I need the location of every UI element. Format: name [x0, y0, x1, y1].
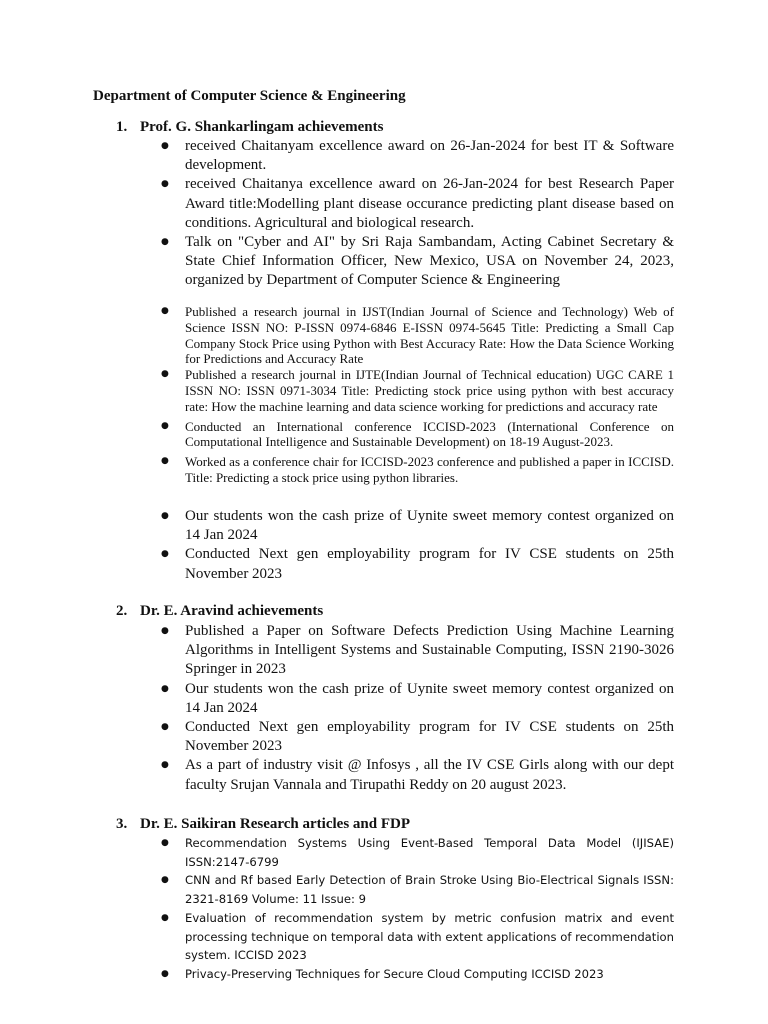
- section-1-title: [116, 118, 383, 137]
- list-item: ● Evaluation of recommendation system by metric confusion matrix and event processing technique on temporal data with extent applications of recommendation system. ICCISD 2023: [160, 909, 674, 965]
- list-item: ● received Chaitanya excellence award on 26-Jan-2024 for best Research Paper Award title:Modelling plant disease occurance predicting plant disease based on conditions. Agricultural and biological research.: [160, 175, 674, 233]
- section-1-list-c: [160, 507, 674, 584]
- section-3-title: [116, 815, 410, 834]
- list-item: ● Published a research journal in IJST(Indian Journal of Science and Technology) Web of Science ISSN NO: P-ISSN 0974-6846 E-ISSN 0974-5645 Title: Predicting a Small Cap Company Stock Price using Python with Best Accuracy Rate: How the Data Science Working for Predictions and Accuracy Rate: [160, 304, 674, 367]
- section-2-title: [116, 602, 323, 621]
- section-3-title-text: Dr. E. Saikiran Research articles and FDP: [140, 816, 410, 832]
- list-item: ● Recommendation Systems Using Event-Based Temporal Data Model (IJISAE) ISSN:2147-6799: [160, 834, 674, 871]
- section-2-list: [160, 622, 674, 795]
- section-1-title-text: Prof. G. Shankarlingam achievements: [140, 119, 384, 135]
- section-3-number: 3.: [116, 816, 128, 832]
- list-item: ● Our students won the cash prize of Uynite sweet memory contest organized on 14 Jan 2024: [160, 680, 674, 718]
- section-3-list: [160, 834, 674, 984]
- list-item: ● received Chaitanyam excellence award on 26-Jan-2024 for best IT & Software development.: [160, 137, 674, 175]
- section-1-list-b: [160, 304, 674, 486]
- list-item: ● Talk on "Cyber and AI" by Sri Raja Sambandam, Acting Cabinet Secretary & State Chief Information Officer, New Mexico, USA on November 24, 2023, organized by Department of Computer Science & Engineering: [160, 233, 674, 291]
- list-item: ● Published a Paper on Software Defects Prediction Using Machine Learning Algorithms in Intelligent Systems and Sustainable Computing, ISSN 2190-3026 Springer in 2023: [160, 622, 674, 680]
- list-item: ● Conducted Next gen employability program for IV CSE students on 25th November 2023: [160, 718, 674, 756]
- section-1-number: 1.: [116, 119, 128, 135]
- section-2-title-text: Dr. E. Aravind achievements: [140, 603, 324, 619]
- list-item: ● Our students won the cash prize of Uynite sweet memory contest organized on 14 Jan 2024: [160, 507, 674, 545]
- list-item: ● Worked as a conference chair for ICCISD-2023 conference and published a paper in ICCISD. Title: Predicting a stock price using python libraries.: [160, 454, 674, 486]
- list-item: ● Conducted an International conference ICCISD-2023 (International Conference on Computational Intelligence and Sustainable Development) on 18-19 August-2023.: [160, 419, 674, 451]
- section-2-number: 2.: [116, 603, 128, 619]
- list-item: ● Privacy-Preserving Techniques for Secure Cloud Computing ICCISD 2023: [160, 965, 674, 984]
- list-item: ● As a part of industry visit @ Infosys , all the IV CSE Girls along with our dept faculty Srujan Vannala and Tirupathi Reddy on 20 august 2023.: [160, 756, 674, 794]
- section-1-list-a: [160, 137, 674, 291]
- list-item: ● Conducted Next gen employability program for IV CSE students on 25th November 2023: [160, 545, 674, 583]
- list-item: ● Published a research journal in IJTE(Indian Journal of Technical education) UGC CARE 1 ISSN NO: ISSN 0971-3034 Title: Predicting stock price using python with best accuracy rate: How the machine learning and data science working for predictions and accuracy rate: [160, 367, 674, 414]
- department-heading: Department of Computer Science & Engineering: [93, 88, 406, 104]
- list-item: ● CNN and Rf based Early Detection of Brain Stroke Using Bio-Electrical Signals ISSN: 2321-8169 Volume: 11 Issue: 9: [160, 871, 674, 908]
